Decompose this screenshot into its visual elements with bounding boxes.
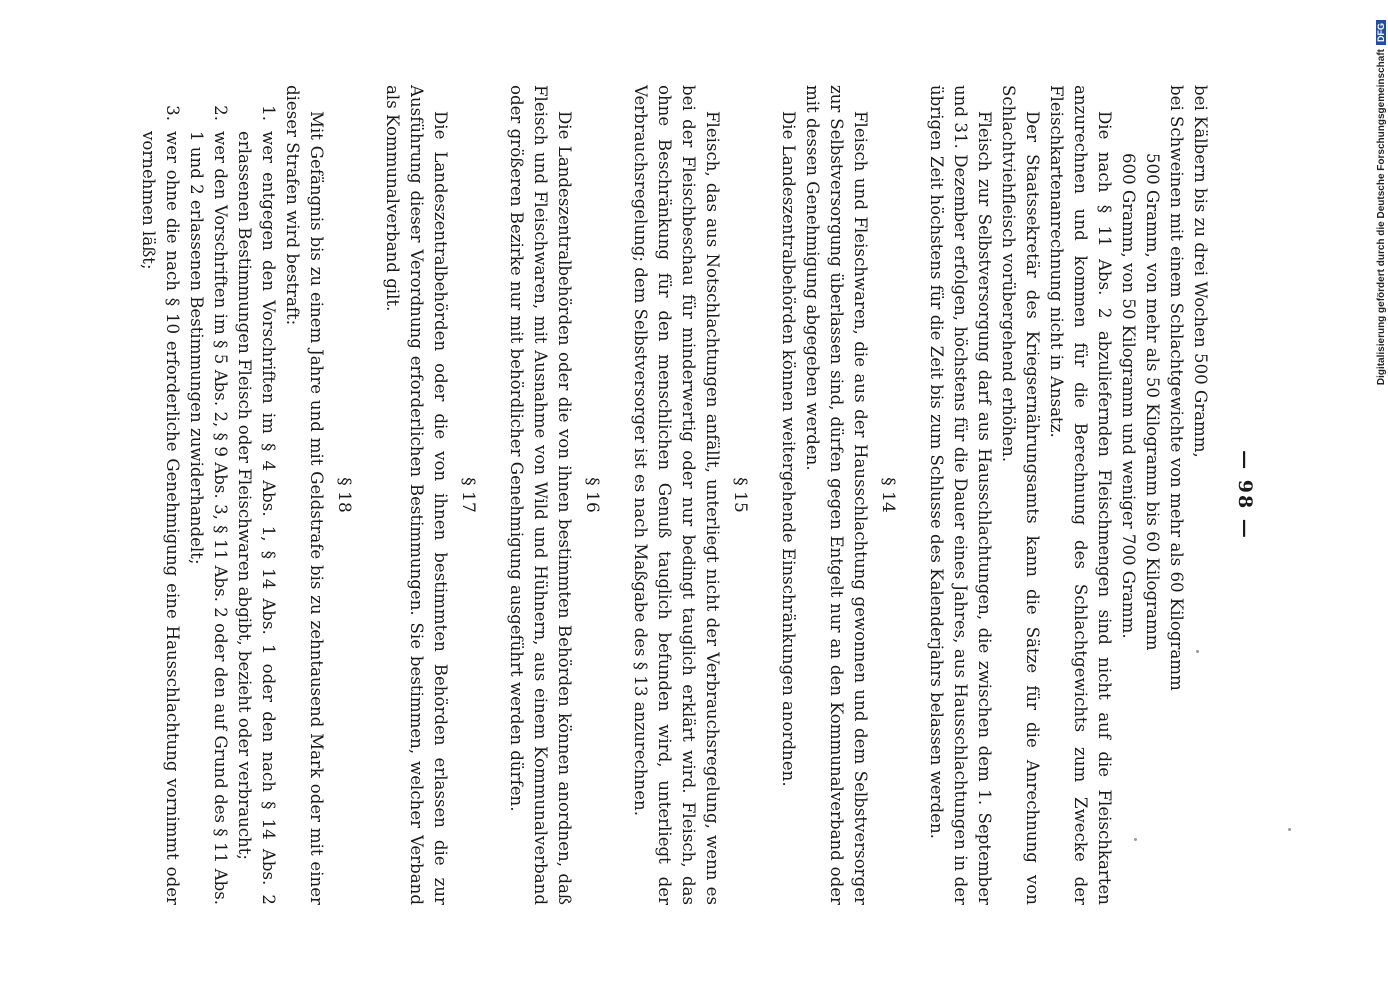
dfg-logo: DFG [1376, 20, 1386, 45]
list-item-number: 3. [163, 105, 182, 121]
intro-line-pigs-2: 500 Gramm, von mehr als 50 Kilogramm bis 60 Kilogramm [1143, 153, 1162, 651]
section-18-paragraph-1: Mit Gefängnis bis zu einem Jahre und mit Geldstrafe bis zu zehntausend Mark oder mit einer dieser Strafen wird bestraft: [283, 85, 326, 905]
scan-speck [1288, 828, 1291, 831]
section-15-paragraph-1: Fleisch, das aus Notschlachtungen anfällt, unterliegt nicht der Verbrauchsregelung, wenn es bei der Fleischbeschau für minderwertig oder nur bedingt tauglich erklärt wird. Fleisch, das ohne Beschränkung für den menschlichen Genuß tauglich befunden wird, unterliegt der Verbrauchsregelung; dem Selbstversorger ist es nach Maßgabe des § 13 anzurechnen. [631, 85, 722, 905]
intro-line-calves: bei Kälbern bis zu drei Wochen 500 Gramm, [1191, 85, 1210, 458]
section-14-paragraph-2: Die Landeszentralbehörden können weitergehende Einschränkungen anordnen. [779, 111, 798, 787]
penalty-list-item [136, 85, 184, 905]
section-17-paragraph-1: Die Landeszentralbehörden oder die von ihnen bestimmten Behörden erlassen die zur Ausführung dieser Verordnung erforderlichen Bestimmungen. Sie bestimmen, welcher Verband als Kommunalverband gilt. [383, 85, 450, 905]
list-item-text: wer den Vorschriften im § 5 Abs. 2, § 9 Abs. 3, § 11 Abs. 2 oder den auf Grund des § 11 Abs. 1 und 2 erlassenen Bestimmungen zuwiderhandelt; [187, 131, 230, 905]
section-15-heading: § 15 [730, 477, 750, 513]
page-number: — 98 — [1234, 450, 1256, 540]
rotated-document-page [126, 85, 1256, 905]
scan-speck [1134, 838, 1137, 841]
intro-line-pigs: bei Schweinen mit einem Schlachtgewichte von mehr als 60 Kilogramm [1167, 85, 1186, 691]
section-18-heading: § 18 [334, 477, 354, 513]
penalty-list-item [184, 85, 232, 905]
intro-line-pigs-3: 600 Gramm, von 50 Kilogramm und weniger 700 Gramm. [1119, 153, 1138, 639]
digitization-stamp [1374, 20, 1388, 440]
scan-speck [1196, 650, 1199, 653]
section-17-heading: § 17 [458, 477, 478, 513]
section-14-paragraph-1: Fleisch und Fleischwaren, die aus der Hausschlachtung gewonnen und dem Selbstversorger zur Selbstversorgung überlassen sind, dürfen gegen Entgelt nur an den Kommunalverband oder mit dessen Genehmigung abgegeben werden. [803, 85, 870, 905]
list-item-number: 1. [259, 105, 278, 121]
intro-paragraph-1: Die nach § 11 Abs. 2 abzuliefernden Fleischmengen sind nicht auf die Fleischkarten anzurechnen und kommen für die Berechnung des Schlachtgewichts zum Zwecke der Fleischkartenanrechnung nicht in Ansatz. [1047, 85, 1114, 905]
penalty-list-item [232, 85, 280, 905]
section-14-heading: § 14 [878, 477, 898, 513]
list-item-number: 2. [211, 105, 230, 121]
intro-paragraph-2: Der Staatssekretär des Kriegsernährungsamts kann die Sätze für die Anrechnung von Schlachtviehfleisch vorübergehend erhöhen. [999, 85, 1042, 905]
section-16-heading: § 16 [582, 477, 602, 513]
section-16-paragraph-1: Die Landeszentralbehörden oder die von ihnen bestimmten Behörden können anordnen, daß Fleisch und Fleischwaren, mit Ausnahme von Wild und Hühnern, aus einem Kommunalverband oder größeren Bezirke nur mit behördlicher Genehmigung ausgeführt werden dürfen. [507, 85, 574, 905]
list-item-text: wer entgegen den Vorschriften im § 4 Abs. 1, § 14 Abs. 1 oder den nach § 14 Abs. 2 erlassenen Bestimmungen Fleisch oder Fleischwaren abgibt, bezieht oder verbraucht; [235, 131, 278, 905]
stamp-text: Digitalisierung gefördert durch die Deutsche Forschungsgemeinschaft [1375, 49, 1387, 386]
intro-paragraph-3: Fleisch zur Selbstversorgung darf aus Hausschlachtungen, die zwischen dem 1. September und 31. Dezember erfolgen, höchstens für die Dauer eines Jahres, aus Hausschlachtungen in der übrigen Zeit höchstens für die Zeit bis zum Schlusse des Kalenderjahrs belassen werden. [927, 85, 994, 905]
list-item-text: wer ohne die nach § 10 erforderliche Genehmigung eine Hausschlachtung vornimmt oder vornehmen läßt; [139, 131, 182, 905]
